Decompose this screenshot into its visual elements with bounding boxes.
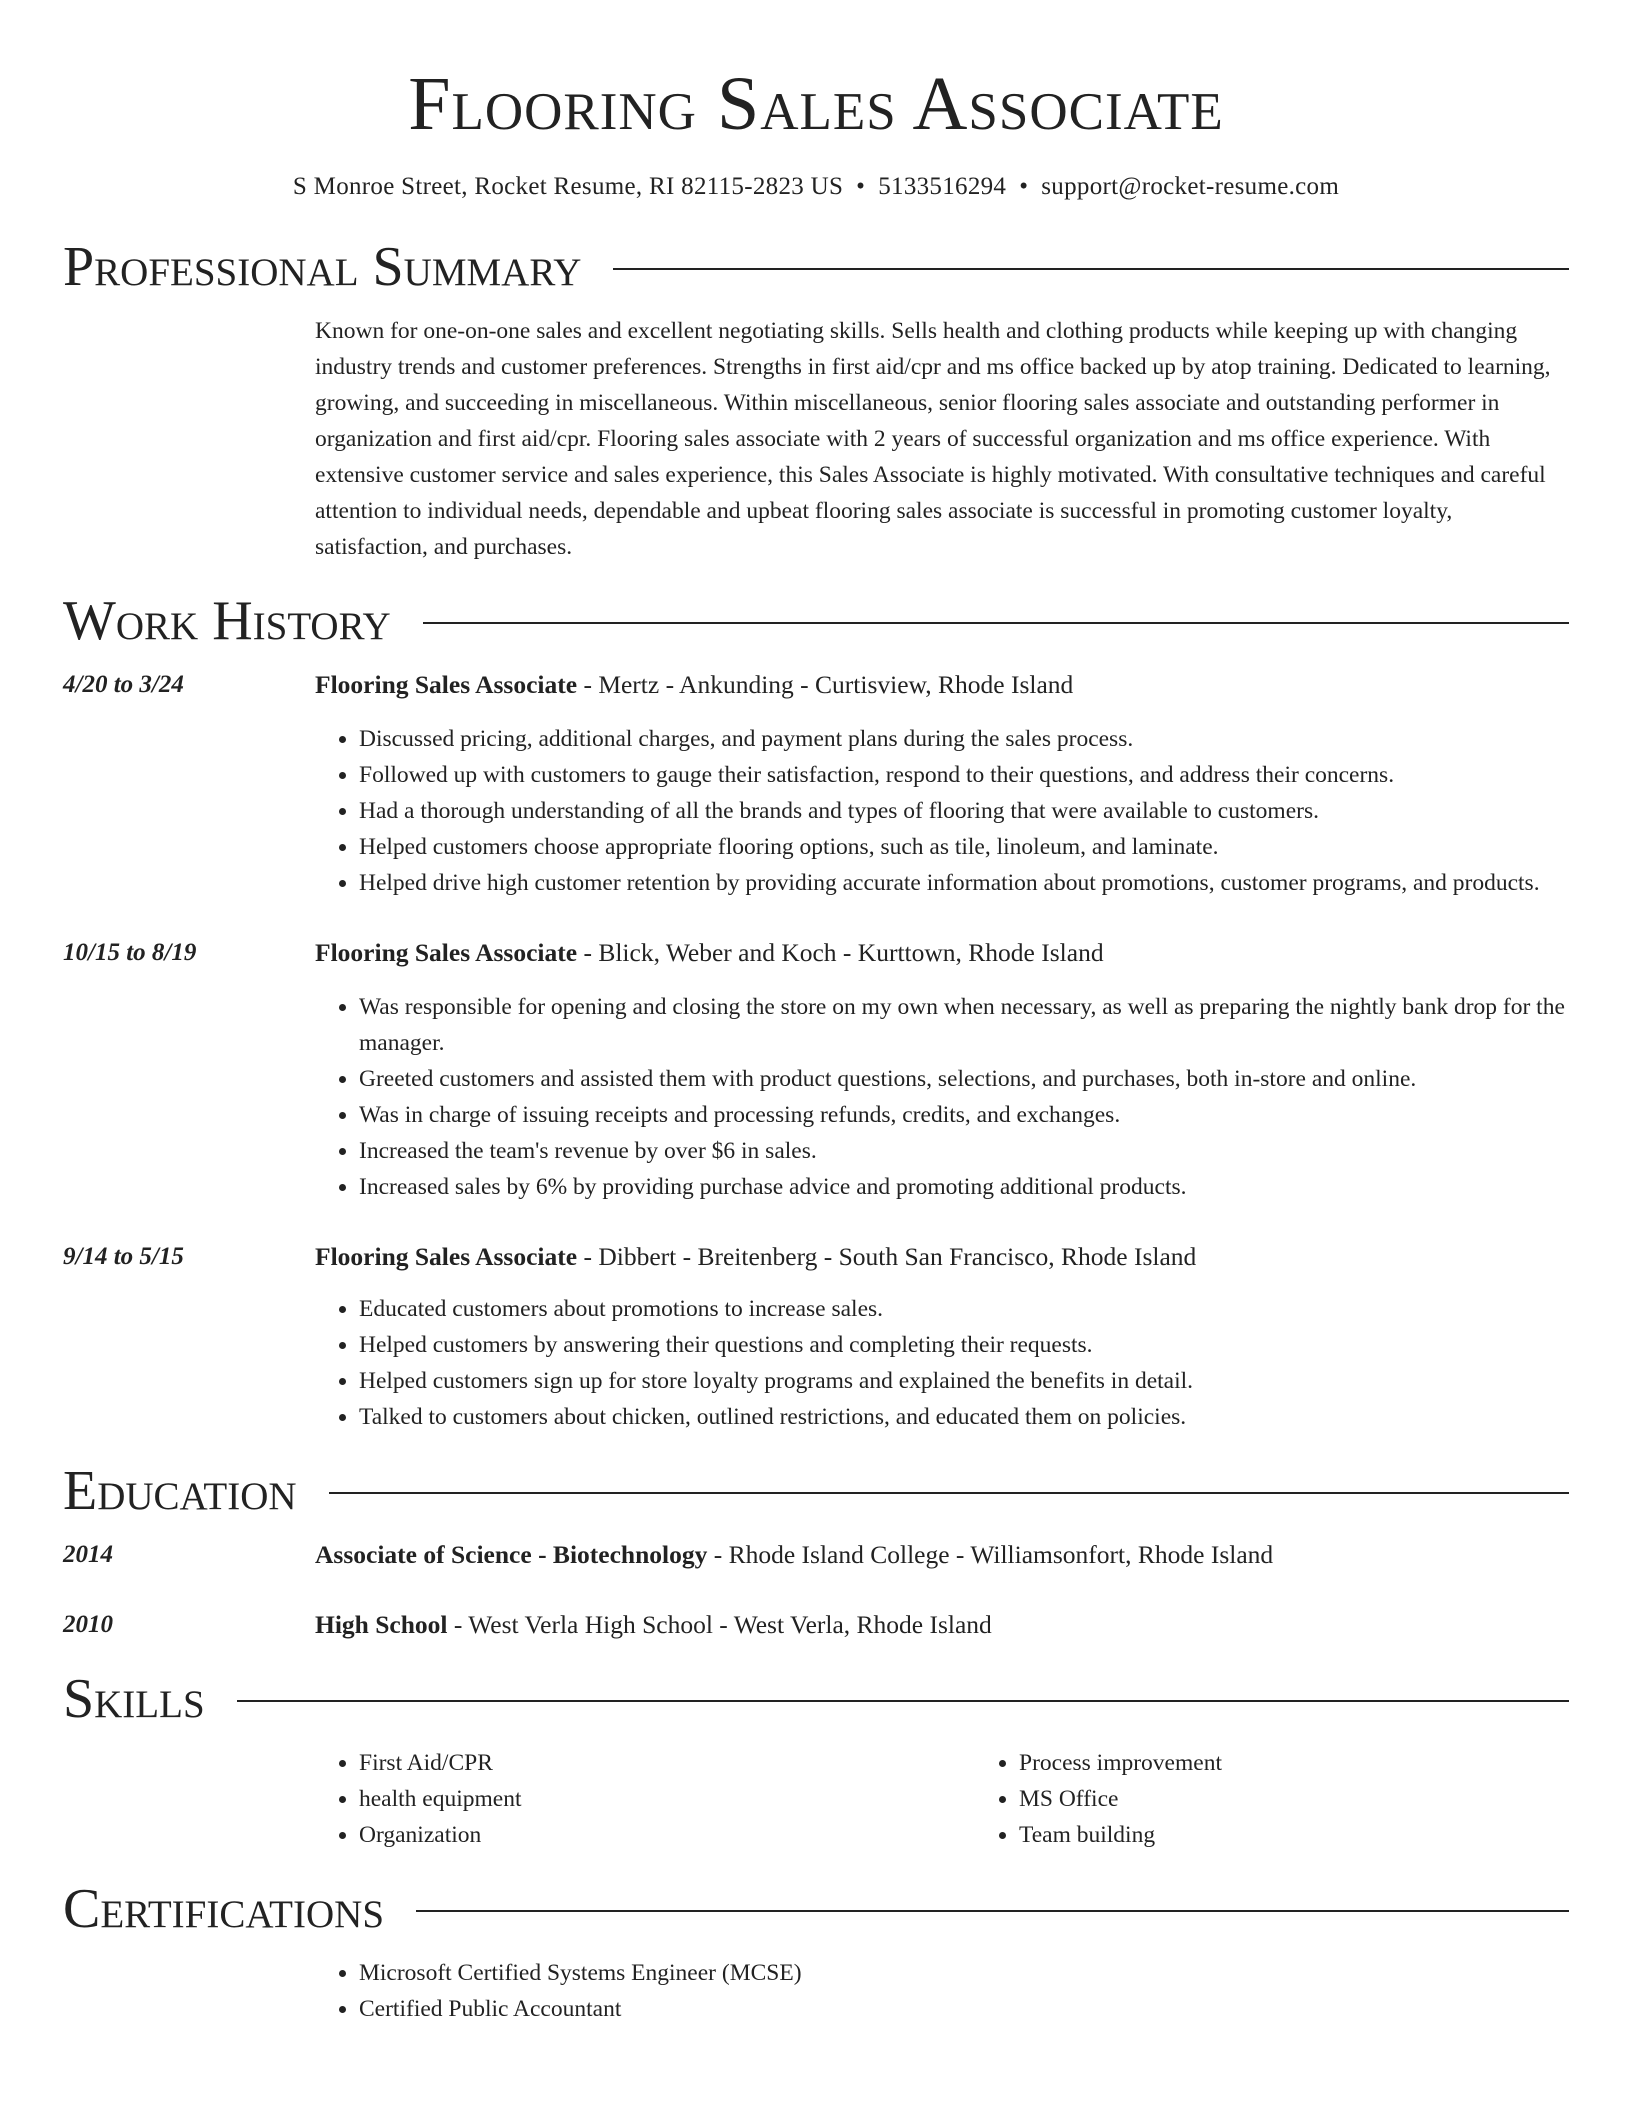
list-item: • Increased the team's revenue by over $6 in sales. — [359, 1133, 1569, 1169]
list-item: • Microsoft Certified Systems Engineer (MCSE) — [359, 1955, 1569, 1991]
summary-section — [63, 236, 1569, 565]
education-year: 2010 — [63, 1611, 113, 1638]
skills-section — [63, 1668, 1569, 1853]
job-bullets — [315, 1291, 1569, 1435]
list-item: • Organization — [359, 1817, 975, 1853]
job-details: - Dibbert - Breitenberg - South San Francisco, Rhode Island — [577, 1242, 1197, 1271]
job-entry — [63, 935, 1569, 1205]
section-title: Skills — [63, 1668, 205, 1730]
education-line — [315, 1607, 1569, 1643]
list-item: • health equipment — [359, 1781, 975, 1817]
list-item: • MS Office — [1019, 1781, 1569, 1817]
education-entry — [63, 1607, 1569, 1643]
job-title-line — [315, 1239, 1569, 1275]
job-title-line — [315, 667, 1569, 703]
certifications-heading — [63, 1878, 1569, 1940]
job-role: Flooring Sales Associate — [315, 938, 578, 967]
contact-phone: 5133516294 — [878, 173, 1007, 200]
summary-heading — [63, 236, 1569, 298]
list-item: • Educated customers about promotions to increase sales. — [359, 1291, 1569, 1327]
job-dates: 9/14 to 5/15 — [63, 1243, 184, 1270]
contact-email: support@rocket-resume.com — [1041, 173, 1340, 200]
list-item: • Discussed pricing, additional charges, and payment plans during the sales process. — [359, 721, 1569, 757]
skills-grid — [315, 1745, 1569, 1853]
education-degree: Associate of Science - Biotechnology — [315, 1540, 708, 1569]
job-title-line — [315, 935, 1569, 971]
contact-separator: • — [1019, 173, 1029, 200]
certifications-body — [315, 1955, 1569, 2027]
list-item: • First Aid/CPR — [359, 1745, 975, 1781]
list-item: • Helped customers sign up for store loyalty programs and explained the benefits in detail. — [359, 1363, 1569, 1399]
list-item: • Increased sales by 6% by providing purchase advice and promoting additional products. — [359, 1169, 1569, 1205]
job-bullets — [315, 989, 1569, 1205]
section-title: Certifications — [63, 1878, 385, 1940]
skills-list — [315, 1745, 975, 1853]
section-divider — [423, 622, 1569, 624]
certifications-list — [315, 1955, 1569, 2027]
job-body — [315, 667, 1569, 901]
job-entry — [63, 1239, 1569, 1435]
skills-row — [63, 1745, 1569, 1853]
section-divider — [237, 1700, 1569, 1702]
section-title: Education — [63, 1460, 297, 1522]
education-year: 2014 — [63, 1541, 113, 1568]
education-details: - West Verla High School - West Verla, Rhode Island — [447, 1610, 992, 1639]
job-details: - Blick, Weber and Koch - Kurttown, Rhode Island — [577, 938, 1104, 967]
education-entry — [63, 1537, 1569, 1573]
certifications-row — [63, 1955, 1569, 2027]
section-title: Work History — [63, 590, 391, 652]
list-item: • Followed up with customers to gauge their satisfaction, respond to their questions, and address their concerns. — [359, 757, 1569, 793]
list-item: • Talked to customers about chicken, outlined restrictions, and educated them on policies. — [359, 1399, 1569, 1435]
education-details: - Rhode Island College - Williamsonfort, Rhode Island — [707, 1540, 1274, 1569]
section-divider — [416, 1910, 1569, 1912]
job-role: Flooring Sales Associate — [315, 1242, 578, 1271]
skills-list — [975, 1745, 1569, 1853]
contact-line — [63, 173, 1569, 201]
summary-text: Known for one-on-one sales and excellent negotiating skills. Sells health and clothing products while keeping up with changing industry trends and customer preferences. Strengths in first aid/cpr and ms office backed up by atop training. Dedicated to learning, growing, and succeeding in miscellaneous. Within miscellaneous, senior flooring sales associate and outstanding performer in organization and first aid/cpr. Flooring sales associate with 2 years of successful organization and ms office experience. With extensive customer service and sales experience, this Sales Associate is highly motivated. With consultative techniques and careful attention to individual needs, dependable and upbeat flooring sales associate is successful in promoting customer loyalty, satisfaction, and purchases. — [315, 318, 1551, 560]
list-item: • Certified Public Accountant — [359, 1991, 1569, 2027]
education-section — [63, 1460, 1569, 1643]
contact-address: S Monroe Street, Rocket Resume, RI 82115-2823 US — [292, 173, 844, 200]
summary-row — [63, 313, 1569, 565]
certifications-section — [63, 1878, 1569, 2027]
job-body — [315, 1239, 1569, 1435]
section-divider — [329, 1492, 1569, 1494]
list-item: • Was responsible for opening and closing the store on my own when necessary, as well as preparing the nightly bank drop for the manager. — [359, 989, 1569, 1061]
education-heading — [63, 1460, 1569, 1522]
education-degree: High School — [315, 1610, 448, 1639]
job-dates: 4/20 to 3/24 — [63, 671, 184, 698]
list-item: • Was in charge of issuing receipts and processing refunds, credits, and exchanges. — [359, 1097, 1569, 1133]
list-item: • Greeted customers and assisted them with product questions, selections, and purchases, both in-store and online. — [359, 1061, 1569, 1097]
resume-name: Flooring Sales Associate — [408, 62, 1224, 146]
list-item: • Helped drive high customer retention by providing accurate information about promotions, customer programs, and products. — [359, 865, 1569, 901]
job-bullets — [315, 721, 1569, 901]
list-item: • Helped customers by answering their questions and completing their requests. — [359, 1327, 1569, 1363]
list-item: • Team building — [1019, 1817, 1569, 1853]
job-dates: 10/15 to 8/19 — [63, 939, 197, 966]
education-line — [315, 1537, 1569, 1573]
section-divider — [613, 268, 1569, 270]
job-entry — [63, 667, 1569, 901]
job-role: Flooring Sales Associate — [315, 670, 578, 699]
section-title: Professional Summary — [63, 236, 582, 298]
skills-heading — [63, 1668, 1569, 1730]
job-details: - Mertz - Ankunding - Curtisview, Rhode Island — [577, 670, 1074, 699]
work-history-heading — [63, 590, 1569, 652]
list-item: • Helped customers choose appropriate flooring options, such as tile, linoleum, and laminate. — [359, 829, 1569, 865]
list-item: • Process improvement — [1019, 1745, 1569, 1781]
contact-separator: • — [856, 173, 866, 200]
list-item: • Had a thorough understanding of all the brands and types of flooring that were available to customers. — [359, 793, 1569, 829]
work-history-section — [63, 590, 1569, 1435]
job-body — [315, 935, 1569, 1205]
